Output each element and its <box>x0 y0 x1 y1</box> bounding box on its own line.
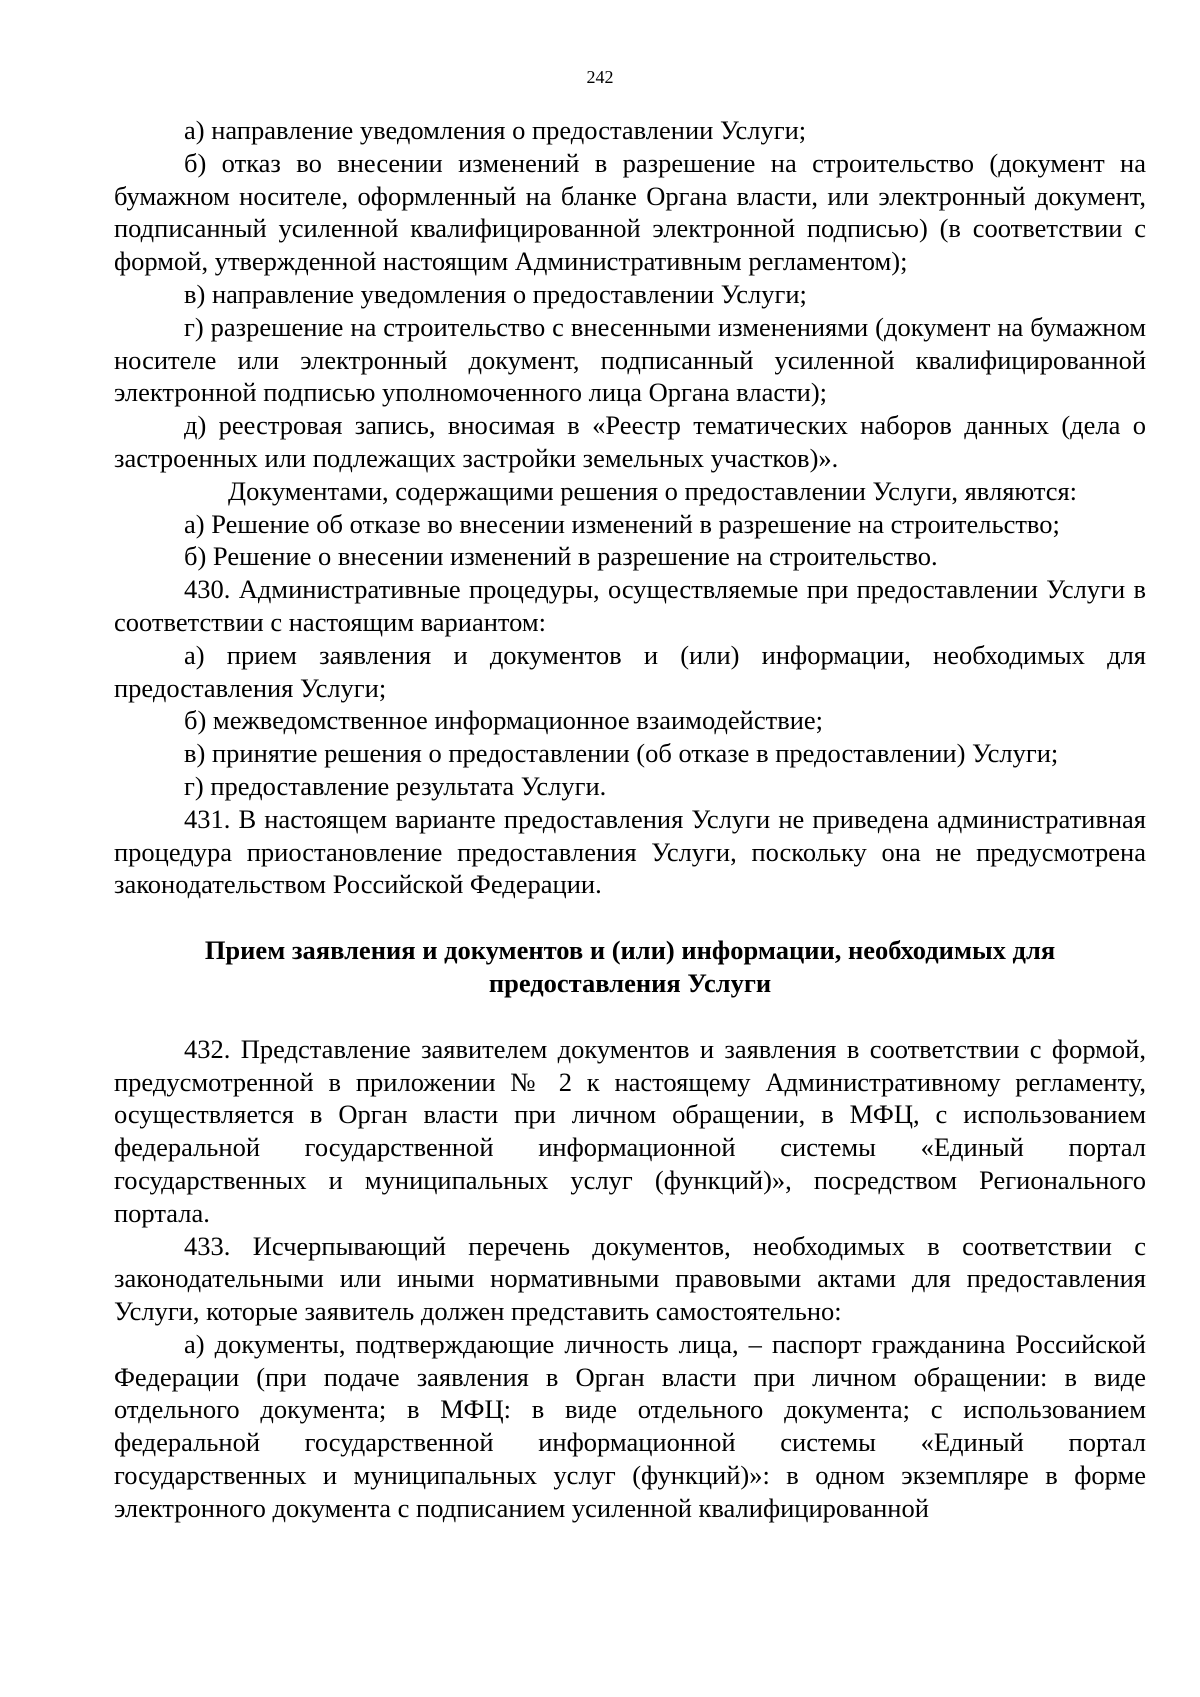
paragraph-430-g: г) предоставление результата Услуги. <box>184 770 607 801</box>
paragraph-432: 432. Представление заявителем документов и заявления в соответствии с формой, предусмотренной в приложении № 2 к настоящему Административному регламенту, осуществляется в Орган власти при личном обращении, в МФЦ, с использованием федеральной государственной информационной системы «Единый портал государственных и муниципальных услуг (функций)», посредством Регионального портала. <box>114 1033 1146 1228</box>
paragraph-item-a-notification: а) направление уведомления о предоставлении Услуги; <box>184 115 807 145</box>
paragraph-item-g-permit: г) разрешение на строительство с внесенными изменениями (документ на бумажном носителе или электронный документ, подписанный усиленной квалифицированной электронной подписью уполномоченного лица Органа власти); <box>114 311 1146 408</box>
paragraph-430-a: а) прием заявления и документов и (или) информации, необходимых для предоставления Услуги; <box>114 639 1146 703</box>
paragraph-433-a: а) документы, подтверждающие личность лица, – паспорт гражданина Российской Федерации (при подаче заявления в Орган власти при личном обращении: в виде отдельного документа; в МФЦ: в виде отдельного документа; с использованием федеральной государственной информационной системы «Единый портал государственных и муниципальных услуг (функций)»: в одном экземпляре в форме электронного документа с подписанием усиленной квалифицированной <box>114 1328 1146 1523</box>
section-heading-line-2: предоставления Услуги <box>488 967 772 998</box>
paragraph-item-d-registry-record: д) реестровая запись, вносимая в «Реестр тематических наборов данных (дела о застроенных или подлежащих застройки земельных участков)». <box>114 410 1146 473</box>
section-heading-line-1: Прием заявления и документов и (или) информации, необходимых для <box>204 935 1056 966</box>
paragraph-433: 433. Исчерпывающий перечень документов, необходимых в соответствии с законодательными или иными нормативными правовыми актами для предоставления Услуги, которые заявитель должен представить самостоятельно: <box>114 1230 1146 1327</box>
section-heading <box>114 934 1146 1000</box>
paragraph-decision-documents: Документами, содержащими решения о предоставлении Услуги, являются: <box>228 475 1078 506</box>
document-body <box>114 114 1146 1525</box>
paragraph-item-b-refusal: б) отказ во внесении изменений в разрешение на строительство (документ на бумажном носителе, оформленный на бланке Органа власти, или электронный документ, подписанный усиленной квалифицированной электронной подписью) (в соответствии с формой, утвержденной настоящим Административным регламентом); <box>114 147 1146 277</box>
paragraph-item-v-notification: в) направление уведомления о предоставлении Услуги; <box>184 278 807 309</box>
page-number: 242 <box>586 67 614 87</box>
paragraph-decision-b: б) Решение о внесении изменений в разрешение на строительство. <box>184 541 938 572</box>
paragraph-431: 431. В настоящем варианте предоставления Услуги не приведена административная процедура приостановление предоставления Услуги, поскольку она не предусмотрена законодательством Российской Федерации. <box>114 803 1146 900</box>
paragraph-decision-a: а) Решение об отказе во внесении изменений в разрешение на строительство; <box>184 508 1060 539</box>
paragraph-430-b: б) межведомственное информационное взаимодействие; <box>184 705 824 736</box>
paragraph-430: 430. Административные процедуры, осуществляемые при предоставлении Услуги в соответствии с настоящим вариантом: <box>114 574 1146 637</box>
paragraph-430-v: в) принятие решения о предоставлении (об отказе в предоставлении) Услуги; <box>184 738 1059 769</box>
